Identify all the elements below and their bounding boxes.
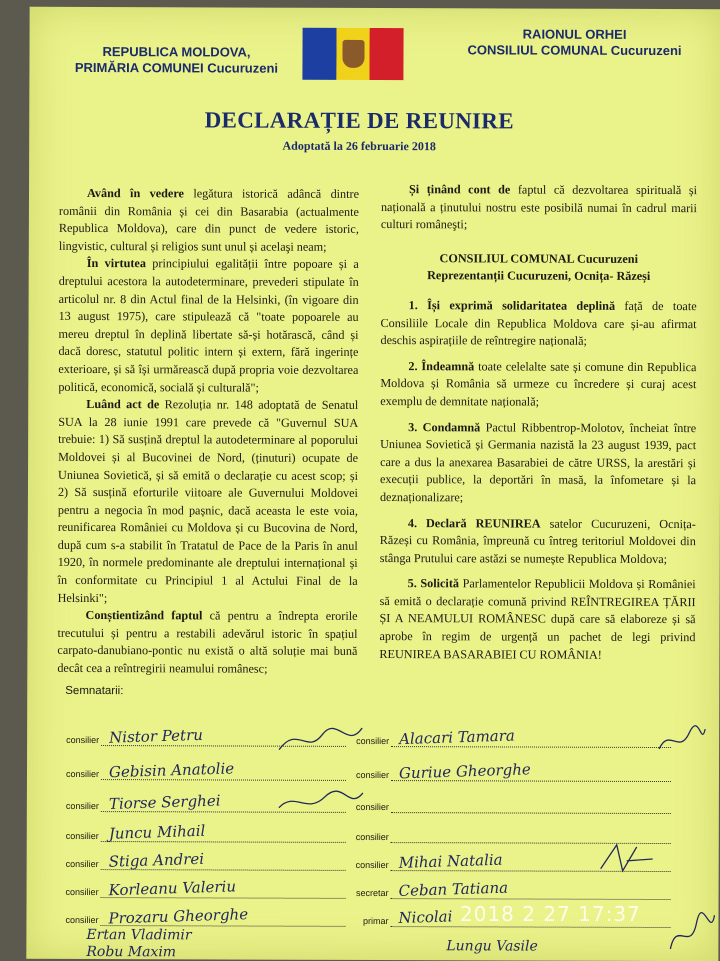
item-1-text: față de toate Consiliile Locale din Republica Moldova care și-au afirmat deschis aspirațiile de reîntregire națională; [380, 298, 697, 348]
council-representatives: Reprezentanții Cucuruzeni, Ocnița- Răzeși [427, 268, 651, 284]
signature-role: consilier [65, 886, 99, 898]
intro-text: faptul că dezvoltarea spirituală și națională a ținutului nostru este posibilă numai în cadrul marii culturi româneşti; [380, 182, 698, 232]
item-5-text: Parlamentelor Republicii Moldova și României să emită o declarație comună privind REÎNTREGIREA ȚĂRII ȘI A NEAMULUI ROMÂNESC după care să elaboreze și să aprobe în regim de urgență un pachet de legi privind REUNIREA BASARABIEI CU ROMÂNIA! [379, 576, 696, 662]
signature-scribble-icon [666, 909, 716, 959]
signature-name: Nistor Petru [108, 725, 204, 747]
signature-row [36, 905, 356, 932]
signature-row [327, 726, 687, 753]
paragraph-2-lead: În virtutea [86, 256, 146, 271]
signature-name: Ceban Tatiana [398, 878, 509, 900]
paragraph-2 [58, 255, 358, 397]
signature-role: consilier [65, 800, 99, 812]
extra-signature-1: Ertan Vladimir [86, 926, 192, 944]
council-heading: CONSILIUL COMUNAL Cucuruzeni [439, 251, 639, 266]
signature-role: consilier [65, 830, 99, 842]
signature-name: Nicolai [398, 907, 453, 928]
paragraph-1 [59, 185, 359, 256]
signature-role: consilier [355, 831, 389, 843]
paragraph-3-text: Rezoluția nr. 148 adoptată de Senatul SUA la 28 iunie 1991 care prevede că "Guvernul SUA trebuie: 1) Să susțină dreptul la autodeterminare al poporului Moldovei și al Bucovinei de Nord, (ținuturi) ocupate de Uniunea Sovietică, și să emită o declarație cu acest scop; și 2) Să susțină eforturile viitoare ale Guvernului Moldovei pentru a negocia în mod pașnic, dacă aceasta le este voia, reunificarea României cu Moldova și cu Bucovina de Nord, după cum s-a stabilit în Tratatul de Pace de la Paris în anul 1920, în normele predominante ale dreptului internațional și în conformitate cu Principiul 1 al Actului Final de la Helsinki"; [57, 397, 359, 605]
item-4-text: satelor Cucuruzeni, Ocnița- Răzeși cu România, împreună cu întreg teritoriul Moldovei din stânga Prutului care astăzi se numește Republica Moldova; [379, 516, 696, 566]
intro-paragraph [381, 181, 697, 235]
resolution-item-3 [380, 419, 696, 508]
header-right-line2: CONSILIUL COMUNAL Cucuruzeni [467, 42, 682, 59]
signature-scribble-icon [277, 720, 367, 760]
signature-name: Gebisin Anatolie [108, 759, 235, 782]
signature-row [327, 796, 687, 819]
resolution-item-5 [379, 575, 695, 664]
header-left [71, 44, 281, 77]
header-left-line1: REPUBLICA MOLDOVA, [102, 44, 251, 60]
signature-role: consilier [65, 858, 99, 870]
signature-scribble-icon [597, 839, 657, 879]
signature-name: Tiorse Serghei [108, 791, 221, 814]
item-2-lead: 2. Îndeamnă [408, 358, 475, 374]
signature-name: Korleanu Valeriu [108, 877, 237, 900]
item-5-lead: 5. Solicită [407, 576, 460, 591]
paragraph-1-text: legătura istorică adâncă dintre românii din România și cei din Basarabia (actualmente Republica Moldova), care din punct de vedere istoric, lingvistic, cultural și religios sunt unul și acelaşi neam; [58, 186, 360, 254]
signature-name: Guriue Gheorghe [398, 760, 532, 783]
resolution-item-4 [380, 515, 696, 569]
resolution-items [379, 297, 696, 664]
signature-name: Prozaru Gheorghe [108, 905, 249, 928]
item-1-lead: 1. Își exprimă solidaritatea deplină [408, 298, 616, 313]
document-title: DECLARAȚIE DE REUNIRE [204, 107, 514, 134]
signature-name: Stiga Andrei [108, 849, 205, 871]
signature-row [327, 760, 687, 787]
signature-role: primar [362, 915, 389, 927]
left-column [57, 185, 359, 679]
signature-scribble-icon [277, 783, 367, 823]
item-2-text: toate celelalte sate și comune din Republica Moldova și România să urmeze cu încredere și curaj acest exemplu de demnitate națională; [380, 359, 697, 409]
header-right [459, 26, 689, 59]
signatories-label: Semnatarii: [65, 684, 124, 698]
extra-signature-3: Lungu Vasile [446, 938, 538, 955]
signature-scribble-icon [657, 721, 707, 761]
paragraph-3-lead: Luând act de [86, 397, 160, 412]
signature-name: Mihai Natalia [398, 850, 503, 872]
item-3-lead: 3. Condamnă [408, 419, 481, 434]
signature-role: consilier [355, 769, 390, 781]
signature-role: consilier [355, 801, 389, 813]
intro-lead: Și ținând cont de [409, 182, 511, 197]
coat-of-arms-icon [342, 40, 364, 68]
document-page [26, 7, 720, 961]
signature-role: consilier [65, 768, 100, 780]
extra-signature-2: Robu Maxim [86, 943, 177, 961]
paragraph-4-lead: Conștientizând faptul [85, 608, 203, 623]
signature-role: consilier [66, 734, 100, 746]
signature-role: secretar [356, 887, 389, 899]
header-left-line2: PRIMĂRIA COMUNEI Cucuruzeni [74, 59, 279, 76]
paragraph-4 [57, 607, 357, 678]
item-3-text: Pactul Ribbentrop-Molotov, încheiat între Uniunea Sovietică și Germania nazistă la 23 august 1939, pact care a dus la anexarea Basarabiei de către URSS, la arestări și execuții publice, la deportări în masă, la înfometare și la deznaționalizare; [379, 419, 697, 505]
signature-name: Juncu Mihail [108, 821, 206, 843]
signature-role: consilier [65, 914, 99, 926]
document-subtitle: Adoptată la 26 februarie 2018 [282, 138, 436, 154]
right-column [379, 181, 697, 664]
signature-row [37, 877, 357, 904]
header-right-line1: RAIONUL ORHEI [522, 26, 627, 42]
item-4-lead: 4. Declară REUNIREA [407, 515, 541, 531]
resolution-item-2 [380, 358, 696, 412]
signature-row [37, 821, 357, 848]
signature-row [37, 849, 357, 876]
signature-role: consilier [356, 735, 390, 747]
signature-name: Alacari Tamara [398, 726, 516, 749]
paragraph-1-lead: Având în vedere [86, 185, 184, 201]
paragraph-4-text: că pentru a îndrepta erorile trecutului și pentru a restabili adevărul istoric în spațiul carpato-danubiano-pontic nu există o altă soluție mai bună decât cea a reîntregirii neamului românesc; [57, 608, 358, 676]
paragraph-3 [58, 396, 359, 608]
signature-role: consilier [355, 859, 389, 871]
photo-timestamp: 2018 2 27 17:37 [460, 902, 641, 926]
moldova-flag-icon [302, 28, 403, 80]
resolution-item-1 [380, 297, 696, 351]
paragraph-2-text: principiului egalității între popoare și a dreptului acestora la autodeterminare, prevederi stipulate în articolul nr. 8 din Actul final de la Helsinki, (în vigoare din 13 august 1975), care stipulează că "toate popoarele au mereu dreptul în deplină libertate să-și hotărască, când și dacă doresc, statutul politic intern și extern, fără ingerințe exterioare, și să își urmărească după propria voie dezvoltarea politică, economică, socială și culturală"; [58, 256, 359, 395]
